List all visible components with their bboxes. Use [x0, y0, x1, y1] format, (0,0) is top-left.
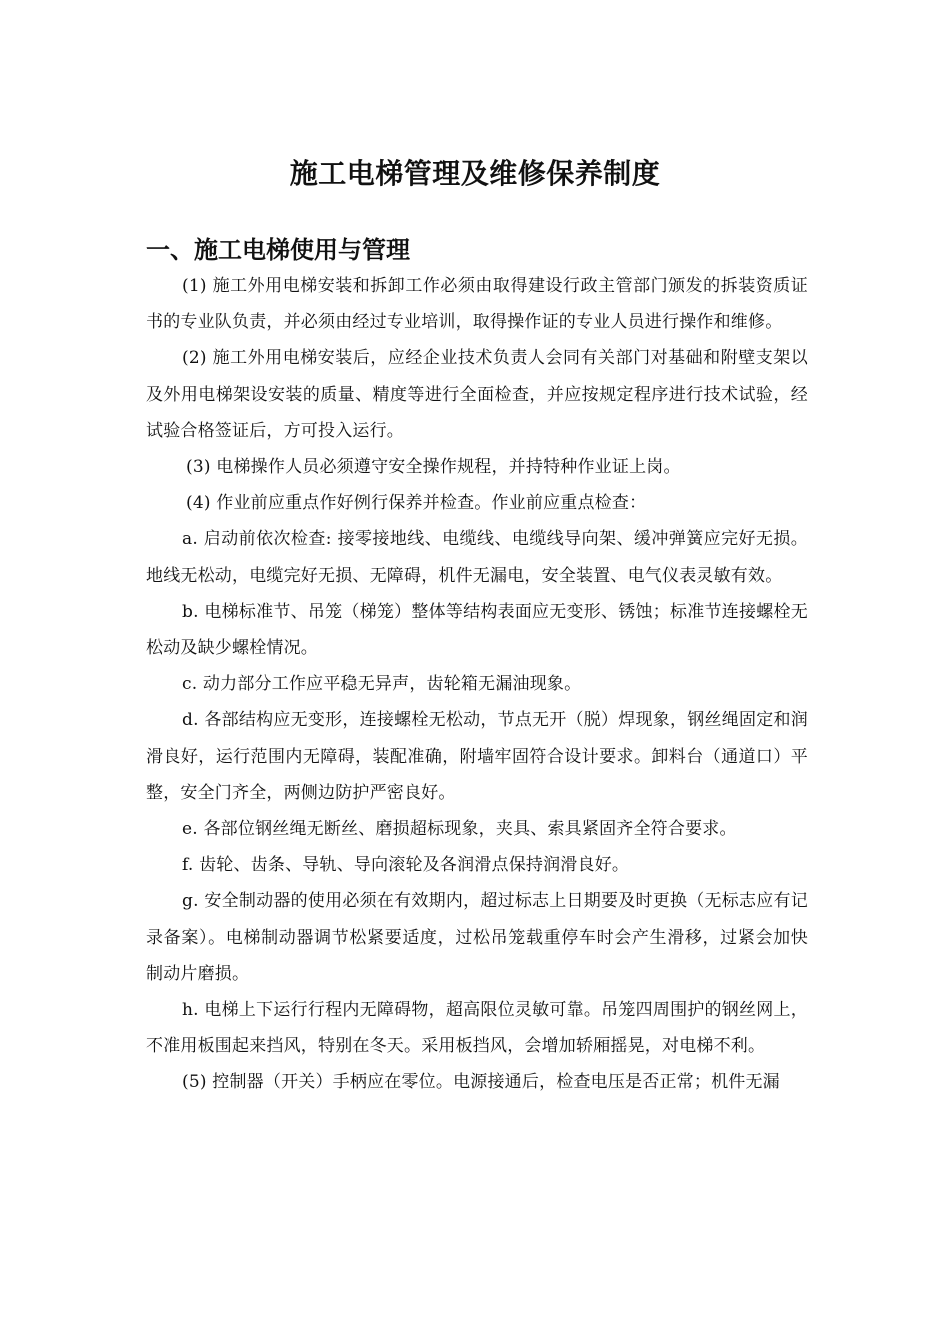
paragraph-item-b: b. 电梯标准节、吊笼（梯笼）整体等结构表面应无变形、锈蚀；标准节连接螺栓无松动及缺少螺栓情况。 [146, 601, 808, 659]
paragraph-5: (5) 控制器（开关）手柄应在零位。电源接通后，检查电压是否正常；机件无漏 [182, 1072, 780, 1093]
paragraph-4: (4) 作业前应重点作好例行保养并检查。作业前应重点检查： [186, 493, 647, 514]
paragraph-item-g: g. 安全制动器的使用必须在有效期内，超过标志上日期要及时更换（无标志应有记录备案）。电梯制动器调节松紧要适度，过松吊笼载重停车时会产生滑移，过紧会加快制动片磨损。 [146, 891, 808, 984]
paragraph-item-a: a. 启动前依次检查: 接零接地线、电缆线、电缆线导向架、缓冲弹簧应完好无损。地线无松动，电缆完好无损、无障碍，机件无漏电，安全装置、电气仪表灵敏有效。 [146, 529, 808, 586]
paragraph-item-d: d. 各部结构应无变形，连接螺栓无松动，节点无开（脱）焊现象，钢丝绳固定和润滑良好，运行范围内无障碍，装配准确，附墙牢固符合设计要求。卸料台（通道口）平整，安全门齐全，两侧边防护严密良好。 [146, 710, 808, 803]
paragraph-item-e: e. 各部位钢丝绳无断丝、磨损超标现象，夹具、索具紧固齐全符合要求。 [182, 819, 737, 840]
document-title: 施工电梯管理及维修保养制度 [289, 157, 661, 190]
paragraph-1: (1) 施工外用电梯安装和拆卸工作必须由取得建设行政主管部门颁发的拆装资质证书的专业队负责，并必须由经过专业培训，取得操作证的专业人员进行操作和维修。 [146, 276, 808, 333]
paragraph-2: (2) 施工外用电梯安装后，应经企业技术负责人会同有关部门对基础和附壁支架以及外用电梯架设安装的质量、精度等进行全面检查，并应按规定程序进行技术试验，经试验合格签证后，方可投入运行。 [146, 348, 808, 441]
paragraph-3: (3) 电梯操作人员必须遵守安全操作规程，并持特种作业证上岗。 [186, 457, 681, 478]
paragraph-item-c: c. 动力部分工作应平稳无异声，齿轮箱无漏油现象。 [182, 674, 582, 695]
body-text [146, 268, 808, 1101]
paragraph-item-h: h. 电梯上下运行行程内无障碍物，超高限位灵敏可靠。吊笼四周围护的钢丝网上，不准用板围起来挡风，特别在冬天。采用板挡风，会增加轿厢摇晃，对电梯不利。 [146, 1000, 808, 1057]
section-heading: 一、施工电梯使用与管理 [146, 236, 410, 264]
paragraph-item-f: f. 齿轮、齿条、导轨、导向滚轮及各润滑点保持润滑良好。 [182, 855, 630, 876]
